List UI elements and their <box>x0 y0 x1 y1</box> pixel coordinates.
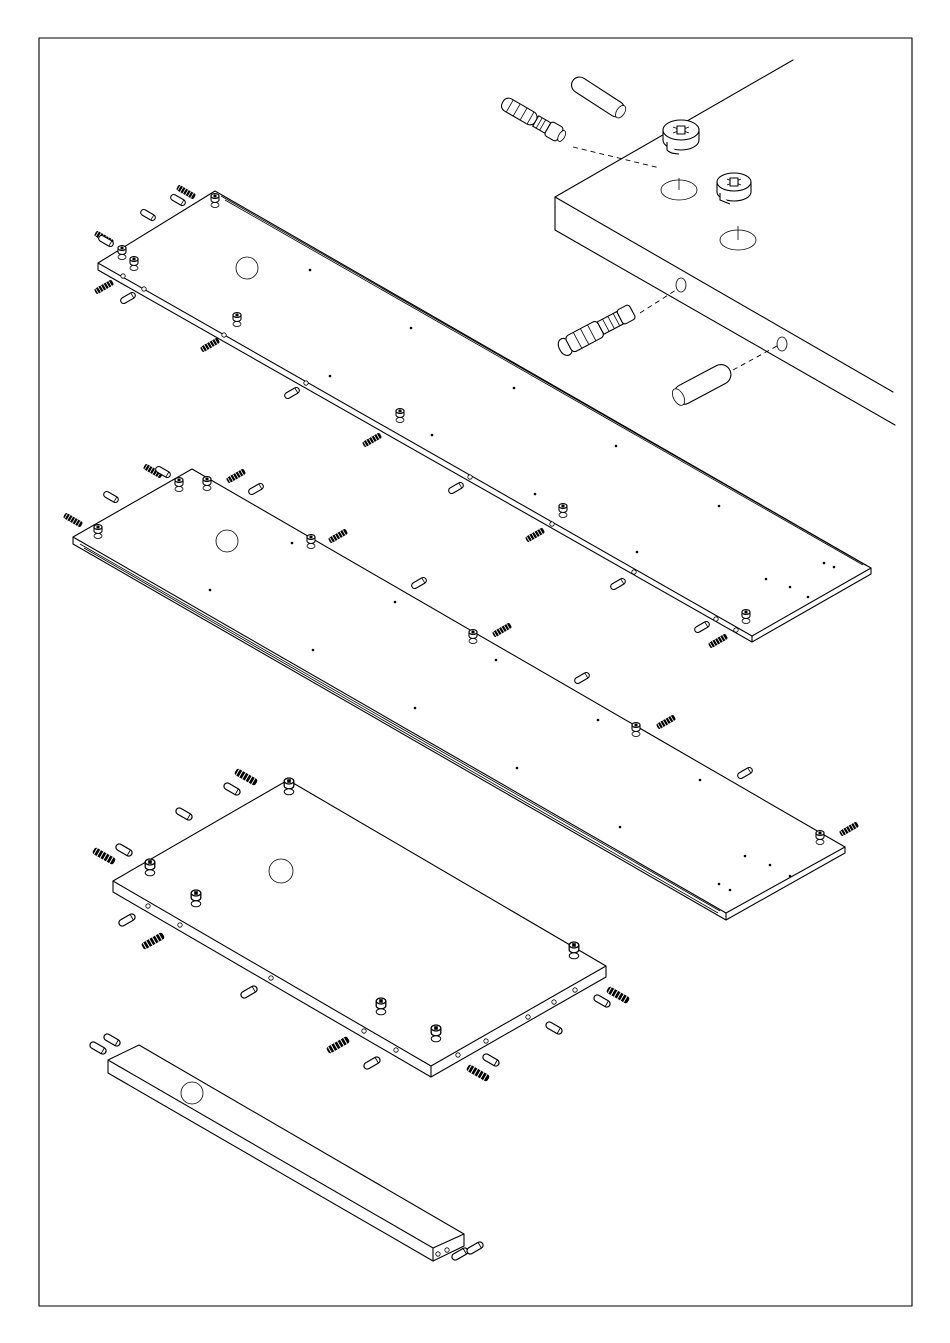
cam-lock-icon <box>94 525 102 539</box>
edge-hole <box>573 988 577 992</box>
cam-lock-icon <box>632 723 640 737</box>
cam-bolt-icon <box>499 95 568 144</box>
handle-hole <box>181 1082 203 1104</box>
pilot-hole <box>309 269 312 272</box>
cam-bolt-icon <box>656 714 676 729</box>
cam-bolt-icon <box>466 1064 490 1082</box>
dowel-icon <box>240 985 259 1000</box>
cam-bolt-icon <box>94 279 114 294</box>
edge-hole <box>484 1039 488 1043</box>
pilot-hole <box>765 578 768 581</box>
board-edge-hole <box>777 337 787 351</box>
pilot-hole <box>291 542 294 545</box>
pilot-hole <box>744 855 747 858</box>
cam-bolt-icon <box>141 932 165 950</box>
edge-hole <box>445 1248 449 1252</box>
cam-lock-icon <box>569 942 579 959</box>
cam-lock-icon <box>376 998 386 1015</box>
dowel-icon <box>223 782 242 797</box>
dowel-icon <box>140 208 157 221</box>
cam-bolt-icon <box>326 1036 350 1054</box>
cam-lock-icon <box>742 610 750 624</box>
pilot-hole <box>718 883 721 886</box>
dowel-icon <box>545 1021 564 1036</box>
short-panel-face <box>113 780 606 1066</box>
pilot-hole <box>516 767 519 770</box>
pilot-hole <box>807 596 810 599</box>
edge-hole <box>734 628 738 632</box>
handle-hole <box>236 257 258 279</box>
pilot-hole <box>329 375 332 378</box>
dowel-icon <box>568 74 628 121</box>
dowel-icon <box>482 1053 501 1068</box>
edge-hole <box>632 570 636 574</box>
cam-bolt-icon <box>839 821 859 836</box>
detail-inset <box>499 60 895 425</box>
edge-hole <box>178 923 182 927</box>
pilot-hole <box>615 445 618 448</box>
cam-lock-icon <box>559 504 567 518</box>
dowel-icon <box>363 1056 382 1071</box>
cam-lock-icon <box>145 859 155 876</box>
edge-hole <box>550 522 554 526</box>
pilot-hole <box>513 387 516 390</box>
pilot-hole <box>534 493 537 496</box>
cam-lock-icon <box>130 257 138 271</box>
cam-bolt-icon <box>226 468 246 483</box>
cam-bolt-icon <box>92 847 116 865</box>
dowel-icon <box>451 1247 470 1262</box>
pilot-hole <box>699 779 702 782</box>
dowel-icon <box>694 620 711 633</box>
pilot-hole <box>789 586 792 589</box>
dowel-icon <box>448 481 465 494</box>
dowel-icon <box>466 1241 485 1256</box>
cam-lock-icon <box>203 477 211 491</box>
cam-lock-icon <box>307 535 315 549</box>
short-panel <box>113 780 606 1077</box>
dowel-icon <box>175 807 194 822</box>
edge-hole <box>146 904 150 908</box>
pilot-hole <box>597 719 600 722</box>
cam-bolt-icon <box>492 622 512 637</box>
pilot-hole <box>833 566 836 569</box>
cam-lock-icon <box>118 246 126 260</box>
cam-bolt-icon <box>200 337 220 352</box>
board-edge-hole <box>676 278 686 292</box>
edge-hole <box>468 475 472 479</box>
cam-lock-icon <box>191 890 201 907</box>
edge-hole <box>142 287 146 291</box>
edge-hole <box>222 333 226 337</box>
cam-bolt-icon <box>525 527 545 542</box>
pilot-hole <box>619 826 622 829</box>
cam-bolt-icon <box>328 528 348 543</box>
edge-hole <box>394 1048 398 1052</box>
pilot-hole <box>789 875 792 878</box>
cam-bolt-icon <box>556 303 637 357</box>
edge-hole <box>526 1015 530 1019</box>
dowel-icon <box>118 913 137 928</box>
pilot-hole <box>410 327 413 330</box>
cam-lock-icon <box>663 120 699 154</box>
cam-lock-icon <box>816 831 824 845</box>
edge-hole <box>269 976 273 980</box>
cam-bolt-icon <box>362 432 382 447</box>
dowel-icon <box>103 490 120 503</box>
cam-lock-icon <box>233 313 241 327</box>
dowel-icon <box>593 994 612 1009</box>
handle-hole <box>269 859 293 883</box>
pilot-hole <box>718 505 721 508</box>
edge-hole <box>436 1252 440 1256</box>
dowel-icon <box>89 1041 108 1056</box>
dowel-icon <box>284 386 301 399</box>
dowel-icon <box>610 577 627 590</box>
cam-lock-icon <box>469 630 477 644</box>
handle-hole <box>216 530 238 552</box>
cam-lock-icon <box>175 478 183 492</box>
pilot-hole <box>394 601 397 604</box>
pilot-hole <box>495 659 498 662</box>
cam-bolt-icon <box>234 768 258 786</box>
dowel-icon <box>574 671 591 684</box>
edge-hole <box>121 274 125 278</box>
pilot-hole <box>431 434 434 437</box>
edge-hole <box>456 1053 460 1057</box>
cam-bolt-icon <box>63 512 83 527</box>
cam-lock-icon <box>717 173 751 204</box>
pilot-hole <box>769 864 772 867</box>
dowel-icon <box>248 482 265 495</box>
edge-hole <box>304 381 308 385</box>
edge-hole <box>714 617 718 621</box>
dowel-icon <box>115 843 134 858</box>
bottom-rail <box>108 1045 464 1261</box>
pilot-hole <box>414 707 417 710</box>
dowel-icon <box>737 766 754 779</box>
pilot-hole <box>312 649 315 652</box>
dowel-icon <box>411 576 428 589</box>
dowel-icon <box>669 361 734 408</box>
edge-hole <box>552 1000 556 1004</box>
cam-lock-icon <box>396 409 404 423</box>
dowel-icon <box>120 291 137 304</box>
pilot-hole <box>209 589 212 592</box>
cam-bolt-icon <box>708 633 728 648</box>
pilot-hole <box>823 562 826 565</box>
edge-hole <box>362 1029 366 1033</box>
cam-lock-icon <box>284 778 294 795</box>
cam-lock-icon <box>431 1025 441 1042</box>
pilot-hole <box>636 551 639 554</box>
rail-face <box>108 1045 464 1248</box>
dowel-icon <box>103 1033 122 1048</box>
dowel-icon <box>170 193 187 206</box>
pilot-hole <box>729 889 732 892</box>
cam-lock-icon <box>211 194 219 208</box>
